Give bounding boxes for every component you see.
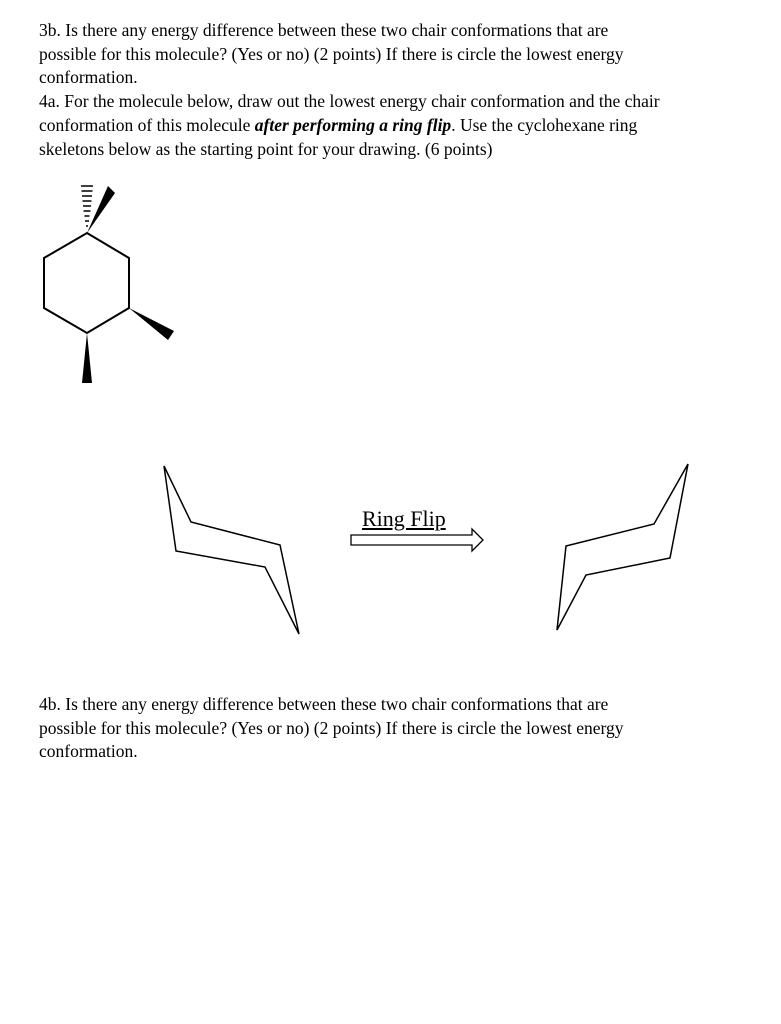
molecule-structure: [44, 233, 129, 333]
question-4b-line: conformation.: [39, 741, 138, 761]
question-3b-line: 3b. Is there any energy difference between these two chair conformations that are: [39, 20, 609, 40]
question-3b-line: conformation.: [39, 67, 138, 87]
emphasis-text: after performing a ring flip: [254, 115, 452, 135]
wedge-bond: [87, 186, 115, 233]
question-4b-line: 4b. Is there any energy difference between these two chair conformations that are: [39, 694, 609, 714]
chair-skeleton-right: [557, 464, 688, 630]
cyclohexane-ring: [44, 233, 129, 333]
question-4b-line: possible for this molecule? (Yes or no) (2 points) If there is circle the lowest energy: [39, 718, 624, 738]
wedge-bond: [82, 333, 92, 383]
question-4a-line: 4a. For the molecule below, draw out the lowest energy chair conformation and the chair: [39, 91, 660, 111]
hashed-wedge-bond: [81, 186, 93, 226]
question-3b-line: possible for this molecule? (Yes or no) (2 points) If there is circle the lowest energy: [39, 44, 624, 64]
wedge-bond: [129, 308, 174, 340]
text: . Use the cyclohexane ring: [451, 115, 638, 135]
text: conformation of this molecule: [39, 115, 255, 135]
ring-flip-label: Ring Flip: [362, 506, 446, 531]
ring-flip-arrow: [351, 529, 483, 551]
question-4a-line: skeletons below as the starting point for your drawing. (6 points): [39, 139, 493, 159]
chair-skeleton-left: [164, 466, 299, 634]
